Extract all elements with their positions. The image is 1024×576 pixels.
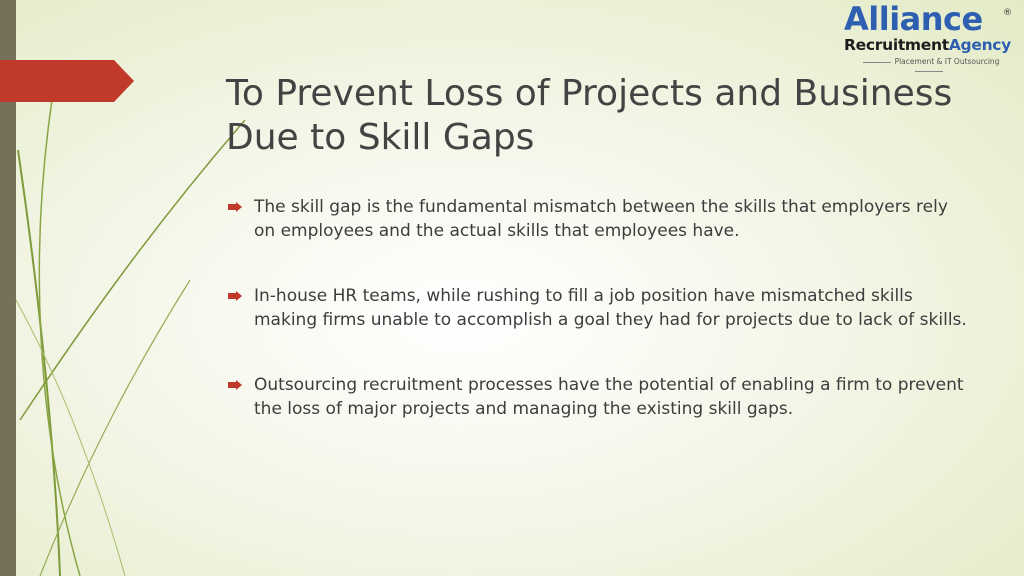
logo-agency: Agency [948, 36, 1011, 54]
registered-mark: ® [1003, 8, 1012, 18]
logo-name: Alliance [844, 0, 983, 38]
title-accent-tab [0, 60, 134, 102]
logo-recruitment: Recruitment [844, 36, 949, 54]
bullet-item [228, 285, 968, 332]
bullet-text: Outsourcing recruitment processes have the potential of enabling a firm to prevent the loss of major projects and managing the existing skill gaps. [254, 375, 964, 419]
company-logo [836, 0, 1018, 70]
bullet-text: The skill gap is the fundamental mismatch between the skills that employers rely on employees and the actual skills that employees have. [254, 197, 948, 241]
arrow-bullet-icon [228, 202, 242, 212]
slide-title [226, 72, 986, 160]
arrow-bullet-icon [228, 380, 242, 390]
title-line-1: To Prevent Loss of Projects and Business [226, 73, 953, 114]
logo-tagline-text: Placement & IT Outsourcing [894, 57, 1000, 66]
logo-tagline [844, 57, 1014, 75]
bullet-list [228, 196, 968, 463]
bullet-item [228, 196, 968, 243]
logo-subtitle [844, 36, 1011, 54]
title-line-2: Due to Skill Gaps [226, 117, 535, 158]
bullet-item [228, 374, 968, 421]
bullet-text: In-house HR teams, while rushing to fill a job position have mismatched skills making firms unable to accomplish a goal they had for projects due to lack of skills. [254, 286, 967, 330]
arrow-bullet-icon [228, 291, 242, 301]
